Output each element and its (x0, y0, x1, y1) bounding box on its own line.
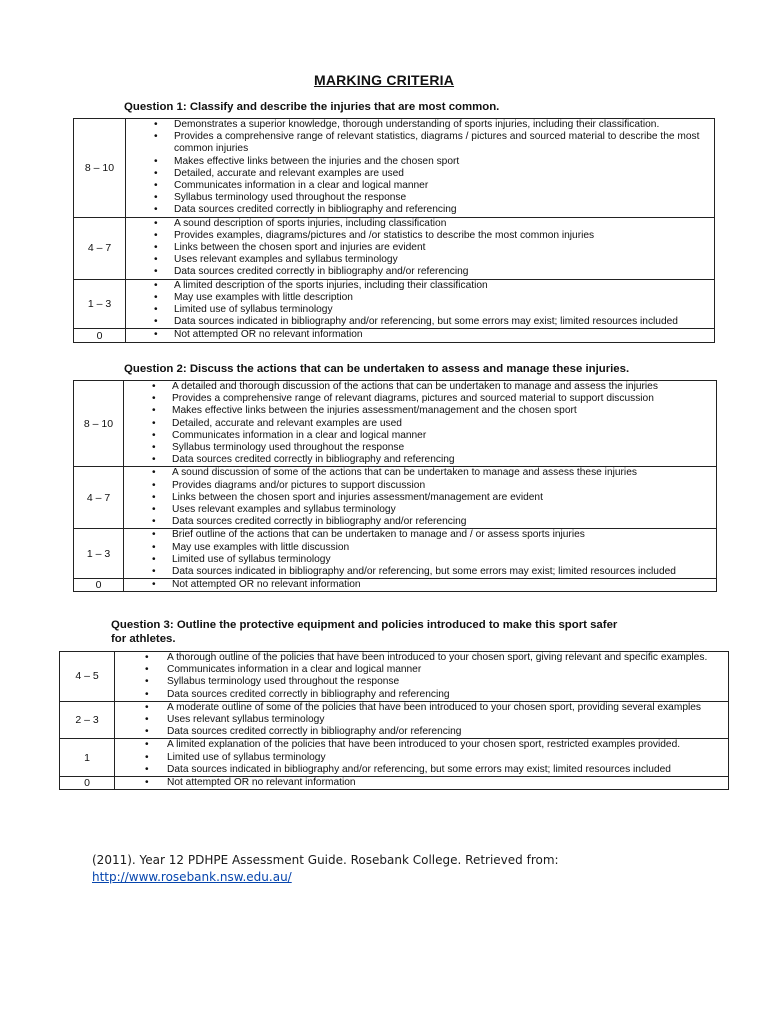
question-2-heading: Question 2: Discuss the actions that can be undertaken to assess and manage these injuries. (124, 363, 630, 375)
score-cell: 0 (60, 777, 115, 790)
list-item: • Makes effective links between the injuries and the chosen sport (126, 156, 710, 168)
list-item: • Provides a comprehensive range of relevant diagrams, pictures and sourced material to support discussion (124, 393, 712, 405)
table-row (74, 217, 715, 279)
reference (92, 852, 559, 886)
reference-url-link[interactable]: http://www.rosebank.nsw.edu.au/ (92, 870, 292, 884)
score-cell: 2 – 3 (60, 701, 115, 739)
criteria-list (124, 529, 712, 578)
list-item: • Provides diagrams and/or pictures to support discussion (124, 480, 712, 492)
list-item: • Data sources credited correctly in bibliography and referencing (126, 204, 710, 216)
list-item: • Uses relevant examples and syllabus terminology (126, 254, 710, 266)
table-row (74, 279, 715, 329)
list-item: • Data sources credited correctly in bibliography and referencing (115, 689, 724, 701)
criteria-list (126, 119, 710, 217)
question-3-heading-line-1: Question 3: Outline the protective equipment and policies introduced to make this sport safer (111, 619, 618, 631)
list-item: • May use examples with little description (126, 292, 710, 304)
question-3-heading-line-2: for athletes. (111, 633, 176, 645)
question-3-heading (111, 618, 617, 646)
list-item: • A sound discussion of some of the actions that can be undertaken to manage and assess these injuries (124, 467, 712, 479)
table-row (60, 739, 729, 777)
criteria-list (124, 381, 712, 466)
list-item: • Syllabus terminology used throughout the response (126, 192, 710, 204)
table-row (60, 701, 729, 739)
list-item: • Data sources credited correctly in bibliography and/or referencing (124, 516, 712, 528)
score-cell: 4 – 7 (74, 467, 124, 529)
list-item: • A sound description of sports injuries, including classification (126, 218, 710, 230)
list-item: • Detailed, accurate and relevant examples are used (124, 418, 712, 430)
list-item: • Data sources credited correctly in bibliography and/or referencing (115, 726, 724, 738)
question-1-heading: Question 1: Classify and describe the injuries that are most common. (124, 101, 500, 113)
list-item: • Uses relevant examples and syllabus terminology (124, 504, 712, 516)
list-item: • Uses relevant syllabus terminology (115, 714, 724, 726)
list-item: • Provides a comprehensive range of relevant statistics, diagrams / pictures and sourced material to describe the most common injuries (126, 131, 710, 155)
criteria-list (115, 652, 724, 701)
question-3-criteria-table (59, 651, 729, 790)
criteria-list (115, 739, 724, 776)
score-cell: 1 – 3 (74, 279, 126, 329)
list-item: • Links between the chosen sport and injuries are evident (126, 242, 710, 254)
score-cell: 4 – 7 (74, 217, 126, 279)
list-item: • Syllabus terminology used throughout the response (115, 676, 724, 688)
list-item: • Detailed, accurate and relevant examples are used (126, 168, 710, 180)
list-item: • A moderate outline of some of the policies that have been introduced to your chosen sport, providing several examples (115, 702, 724, 714)
criteria-list (124, 467, 712, 528)
page-title: MARKING CRITERIA (313, 72, 455, 88)
criteria-list (126, 218, 710, 279)
score-cell: 4 – 5 (60, 652, 115, 702)
score-cell: 1 – 3 (74, 529, 124, 579)
list-item: • Data sources indicated in bibliography and/or referencing, but some errors may exist; limited resources included (124, 566, 712, 578)
table-row (74, 329, 715, 342)
list-item: • Limited use of syllabus terminology (126, 304, 710, 316)
list-item: • A thorough outline of the policies that have been introduced to your chosen sport, giving relevant and specific examples. (115, 652, 724, 664)
score-cell: 8 – 10 (74, 119, 126, 218)
criteria-list (126, 329, 710, 341)
score-cell: 1 (60, 739, 115, 777)
list-item: • Brief outline of the actions that can be undertaken to manage and / or assess sports injuries (124, 529, 712, 541)
list-item: • Limited use of syllabus terminology (115, 752, 724, 764)
list-item: • Provides examples, diagrams/pictures and /or statistics to describe the most common injuries (126, 230, 710, 242)
criteria-list (126, 280, 710, 329)
table-row (60, 652, 729, 702)
question-1-criteria-table (73, 118, 715, 343)
list-item: • Communicates information in a clear and logical manner (124, 430, 712, 442)
list-item: • Data sources indicated in bibliography and/or referencing, but some errors may exist; limited resources included (126, 316, 710, 328)
list-item: • Not attempted OR no relevant information (124, 579, 712, 591)
list-item: • A limited description of the sports injuries, including their classification (126, 280, 710, 292)
list-item: • Communicates information in a clear and logical manner (126, 180, 710, 192)
list-item: • Syllabus terminology used throughout the response (124, 442, 712, 454)
criteria-list (124, 579, 712, 591)
table-row (60, 777, 729, 790)
list-item: • Links between the chosen sport and injuries assessment/management are evident (124, 492, 712, 504)
score-cell: 0 (74, 329, 126, 342)
criteria-list (115, 777, 724, 789)
table-row (74, 381, 717, 467)
list-item: • Not attempted OR no relevant information (115, 777, 724, 789)
list-item: • Makes effective links between the injuries assessment/management and the chosen sport (124, 405, 712, 417)
reference-citation: (2011). Year 12 PDHPE Assessment Guide. Rosebank College. Retrieved from: (92, 853, 559, 867)
list-item: • A detailed and thorough discussion of the actions that can be undertaken to manage and assess the injuries (124, 381, 712, 393)
table-row (74, 529, 717, 579)
list-item: • Limited use of syllabus terminology (124, 554, 712, 566)
list-item: • Data sources credited correctly in bibliography and/or referencing (126, 266, 710, 278)
list-item: • Data sources credited correctly in bibliography and referencing (124, 454, 712, 466)
list-item: • Communicates information in a clear and logical manner (115, 664, 724, 676)
score-cell: 8 – 10 (74, 381, 124, 467)
criteria-list (115, 702, 724, 739)
list-item: • Not attempted OR no relevant information (126, 329, 710, 341)
score-cell: 0 (74, 579, 124, 592)
table-row (74, 467, 717, 529)
list-item: • May use examples with little discussion (124, 542, 712, 554)
list-item: • Data sources indicated in bibliography and/or referencing, but some errors may exist; limited resources included (115, 764, 724, 776)
table-row (74, 119, 715, 218)
list-item: • A limited explanation of the policies that have been introduced to your chosen sport, restricted examples provided. (115, 739, 724, 751)
question-2-criteria-table (73, 380, 717, 592)
table-row (74, 579, 717, 592)
list-item: • Demonstrates a superior knowledge, thorough understanding of sports injuries, including their classification. (126, 119, 710, 131)
